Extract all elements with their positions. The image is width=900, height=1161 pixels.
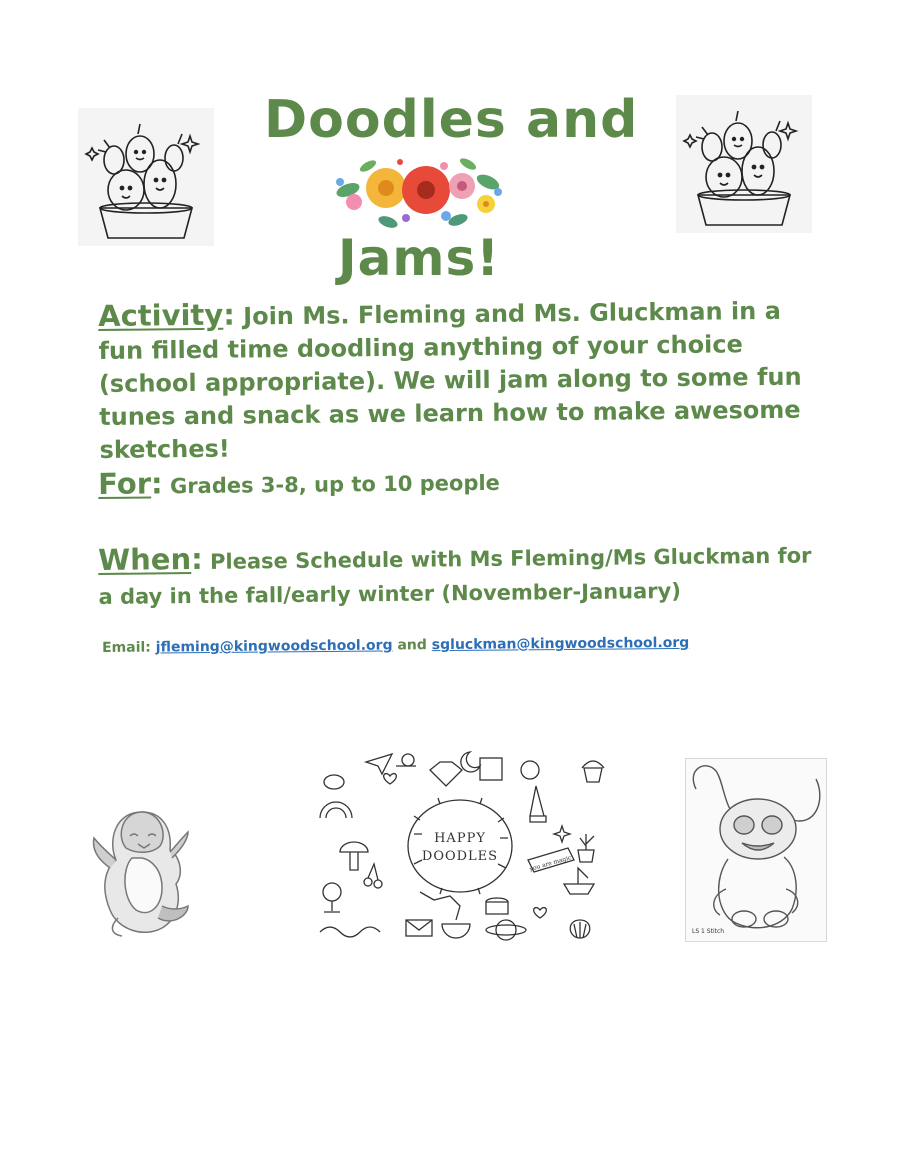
for-label: For (98, 466, 152, 501)
title-line-2: Jams! (338, 229, 501, 287)
when-text: Please Schedule with Ms Fleming/Ms Gluckman for a day in the fall/early winter (November-January) (98, 543, 812, 609)
ribbon-text: you are magic (528, 854, 573, 873)
activity-section (98, 292, 820, 467)
penguin-sketch-icon (92, 798, 192, 948)
cactus-pot-drawing-left (78, 108, 214, 246)
for-colon: : (150, 466, 163, 501)
stitch-sketch-icon (686, 759, 826, 941)
when-section (98, 535, 819, 614)
stitch-sketch-image (685, 758, 827, 942)
activity-text: Join Ms. Fleming and Ms. Gluckman in a fun filled time doodling anything of your choice (school appropriate). We will jam along to some fun tunes and snack as we learn how to make awesome sketches! (98, 296, 802, 464)
happy-doodles-collage (310, 742, 610, 950)
when-colon: : (190, 541, 203, 577)
title-line-1: Doodles and (264, 90, 639, 150)
happy-doodles-line-1: HAPPY (434, 831, 486, 846)
for-text: Grades 3-8, up to 10 people (162, 470, 500, 499)
activity-colon: : (223, 297, 236, 332)
happy-doodles-line-2: DOODLES (421, 849, 499, 864)
flower-banner-icon (328, 152, 510, 234)
email-joiner: and (392, 637, 432, 654)
email-link-gluckman[interactable]: sgluckman@kingwoodschool.org (431, 634, 690, 654)
cactus-pot-drawing-right (676, 95, 812, 233)
email-link-fleming[interactable]: jfleming@kingwoodschool.org (155, 637, 393, 656)
for-section (98, 458, 818, 505)
stitch-caption: LS 1 Stitch (692, 928, 725, 935)
email-prefix: Email: (102, 639, 156, 656)
activity-label: Activity (97, 297, 224, 333)
when-label: When (98, 542, 192, 577)
email-line (102, 635, 689, 656)
